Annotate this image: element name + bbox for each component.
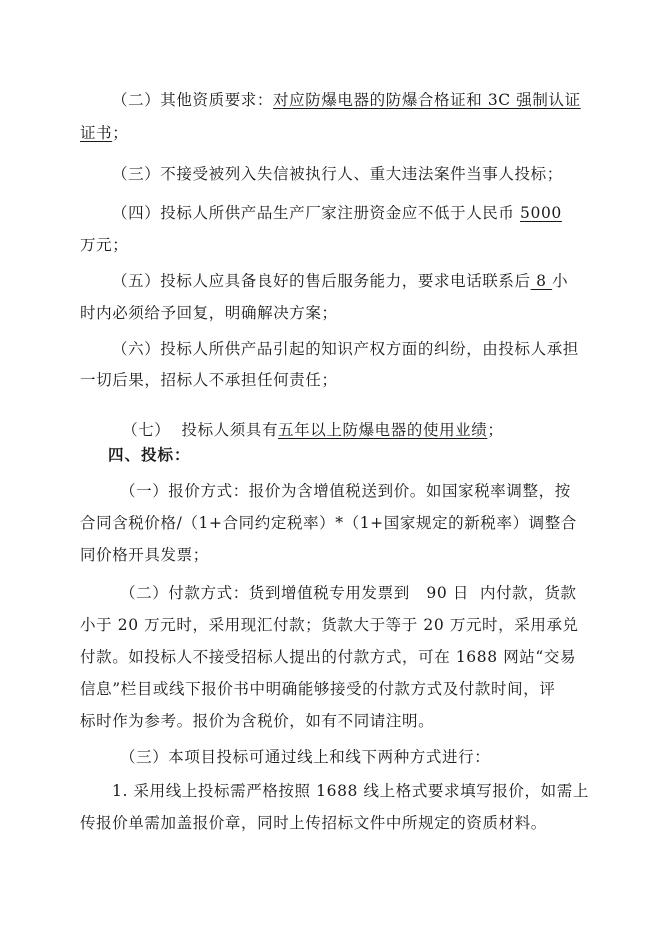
item-text: （五）投标人应具备良好的售后服务能力，要求电话联系后 — [112, 272, 531, 290]
certificate-requirement-cont: 证书 — [80, 124, 113, 142]
paragraph-qualification-2 — [112, 90, 582, 110]
punctuation: ； — [487, 421, 504, 439]
paragraph-online-bid: 1. 采用线上投标需严格按照 1688 线上格式要求填写报价，如需上 — [112, 782, 589, 800]
item-text-suffix: 小 — [552, 272, 569, 290]
paragraph-payment-method-cont3: 信息”栏目或线下报价书中明确能够接受的付款方式及付款时间，评 — [80, 680, 556, 698]
paragraph-quote-method: （一）报价方式：报价为含增值税送到价。如国家税率调整，按 — [120, 482, 571, 500]
paragraph-qualification-5 — [112, 271, 568, 291]
paragraph-payment-method-cont4: 标时作为参考。报价为含税价，如有不同请注明。 — [80, 712, 435, 730]
section-heading-bidding: 四、投标： — [108, 446, 191, 464]
paragraph-qualification-2-cont — [80, 123, 128, 143]
paragraph-payment-method-cont: 小于 20 万元时，采用现汇付款；货款大于等于 20 万元时，采用承兑 — [80, 616, 579, 634]
paragraph-qualification-4-cont: 万元； — [80, 236, 129, 254]
experience-requirement: 五年以上防爆电器的使用业绩 — [278, 421, 488, 439]
item-prefix: （二）其他资质要求： — [112, 91, 274, 109]
response-hours: 8 — [530, 272, 553, 290]
paragraph-payment-method: （二）付款方式：货到增值税专用发票到 90 日 内付款，货款 — [120, 584, 577, 602]
capital-amount: 5000 — [520, 204, 562, 222]
paragraph-quote-method-cont2: 同价格开具发票； — [80, 546, 209, 564]
paragraph-qualification-5-cont: 时内必须给予回复，明确解决方案； — [80, 304, 338, 322]
certificate-requirement: 对应防爆电器的防爆合格证和 3C 强制认证 — [273, 91, 581, 109]
paragraph-bid-channels: （三）本项目投标可通过线上和线下两种方式进行： — [120, 748, 491, 766]
punctuation: ； — [112, 124, 129, 142]
paragraph-online-bid-cont: 传报价单需加盖报价章，同时上传招标文件中所规定的资质材料。 — [80, 814, 547, 832]
item-text: （七） 投标人须具有 — [122, 421, 279, 439]
paragraph-payment-method-cont2: 付款。如投标人不接受招标人提出的付款方式，可在 1688 网站“交易 — [80, 648, 577, 666]
paragraph-qualification-6: （六）投标人所供产品引起的知识产权方面的纠纷，由投标人承担 — [112, 340, 579, 358]
paragraph-qualification-3: （三）不接受被列入失信被执行人、重大违法案件当事人投标； — [112, 165, 563, 183]
paragraph-quote-method-cont: 合同含税价格/（1+合同约定税率）*（1+国家规定的新税率）调整合 — [80, 514, 577, 532]
paragraph-qualification-4 — [112, 203, 562, 223]
item-text: （四）投标人所供产品生产厂家注册资金应不低于人民币 — [112, 204, 521, 222]
paragraph-qualification-6-cont: 一切后果，招标人不承担任何责任； — [80, 371, 338, 389]
